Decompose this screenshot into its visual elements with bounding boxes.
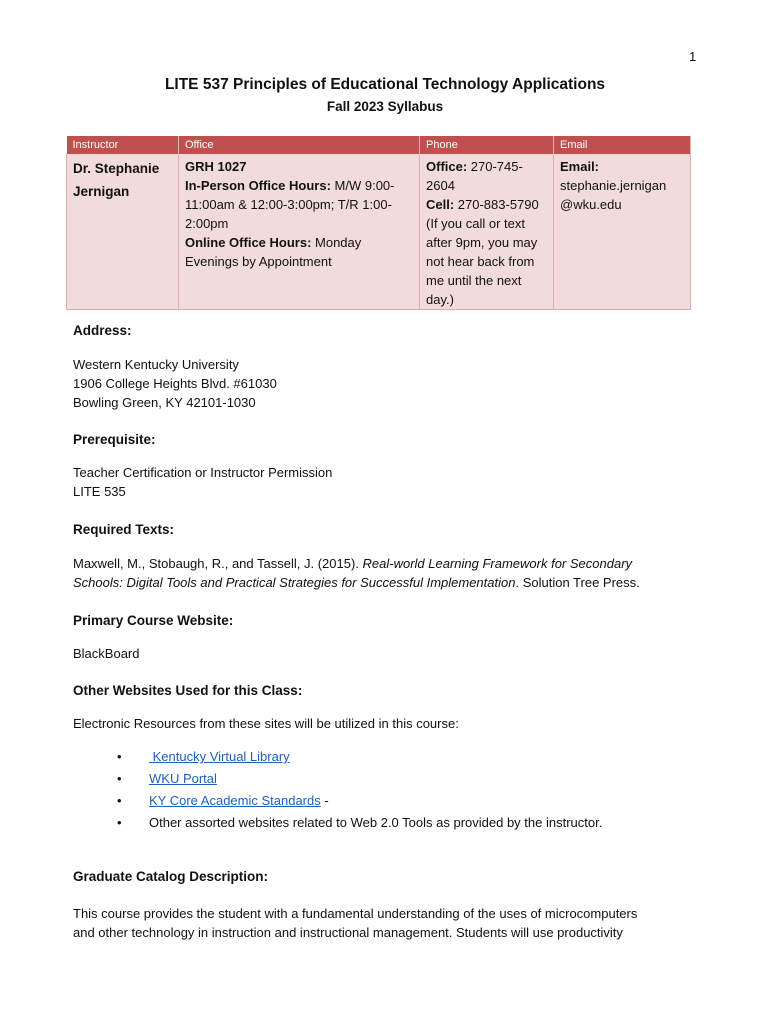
phone-note-line: day.) xyxy=(426,292,454,307)
in-person-hours-label: In-Person Office Hours: xyxy=(185,178,331,193)
kentucky-virtual-library-link[interactable]: Kentucky Virtual Library xyxy=(149,749,290,764)
citation-publisher: . Solution Tree Press. xyxy=(515,575,640,590)
office-cell xyxy=(179,154,420,310)
office-phone-line1: 270-745- xyxy=(467,159,523,174)
prerequisite-block xyxy=(73,463,332,501)
online-hours-line1: Monday xyxy=(311,235,362,250)
address-line: Bowling Green, KY 42101-1030 xyxy=(73,395,256,410)
in-person-hours-line3: 2:00pm xyxy=(185,216,229,231)
table-header-row xyxy=(67,136,691,154)
citation-title-part1: Real-world Learning Framework for Secondary xyxy=(362,556,633,571)
online-hours-line2: Evenings by Appointment xyxy=(185,254,332,269)
other-websites-heading: Other Websites Used for this Class: xyxy=(73,683,303,698)
bullet-icon: • xyxy=(117,771,122,786)
office-phone-label: Office: xyxy=(426,159,468,174)
other-websites-item: Other assorted websites related to Web 2.0 Tools as provided by the instructor. xyxy=(149,815,603,830)
ky-core-standards-suffix: - xyxy=(320,793,329,808)
header-phone: Phone xyxy=(420,136,554,154)
contact-table xyxy=(66,136,691,310)
table-row xyxy=(67,154,691,310)
prerequisite-line: LITE 535 xyxy=(73,484,126,499)
document-title: LITE 537 Principles of Educational Technology Applications xyxy=(164,76,606,93)
cell-phone-value: 270-883-5790 xyxy=(454,197,539,212)
phone-note-line: (If you call or text xyxy=(426,216,525,231)
cell-phone-label: Cell: xyxy=(426,197,455,212)
document-subtitle: Fall 2023 Syllabus xyxy=(326,99,444,114)
course-website-heading: Primary Course Website: xyxy=(73,613,234,628)
instructor-name-line1: Dr. Stephanie xyxy=(73,161,160,176)
online-hours-label: Online Office Hours: xyxy=(185,235,312,250)
phone-note-line: me until the next xyxy=(426,273,522,288)
wku-portal-link[interactable]: WKU Portal xyxy=(149,771,217,786)
citation-authors: Maxwell, M., Stobaugh, R., and Tassell, J. (2015). xyxy=(73,556,363,571)
address-heading: Address: xyxy=(73,323,132,338)
bullet-icon: • xyxy=(117,793,122,808)
instructor-name-line2: Jernigan xyxy=(73,184,130,199)
catalog-description xyxy=(73,904,637,942)
ky-core-standards-link[interactable]: KY Core Academic Standards xyxy=(149,793,321,808)
phone-cell xyxy=(420,154,554,310)
address-block xyxy=(73,355,277,412)
list-item xyxy=(117,746,602,768)
other-websites-intro: Electronic Resources from these sites will be utilized in this course: xyxy=(73,716,459,731)
email-cell xyxy=(554,154,691,310)
required-texts-block xyxy=(73,554,640,592)
course-website-value: BlackBoard xyxy=(73,646,140,661)
list-item xyxy=(117,790,602,812)
email-line1: stephanie.jernigan xyxy=(560,178,667,193)
prerequisite-heading: Prerequisite: xyxy=(73,432,156,447)
header-instructor: Instructor xyxy=(67,136,179,154)
header-email: Email xyxy=(554,136,691,154)
page-number: 1 xyxy=(689,49,697,64)
phone-note-line: after 9pm, you may xyxy=(426,235,538,250)
in-person-hours-line2: 11:00am & 12:00-3:00pm; T/R 1:00- xyxy=(185,197,392,212)
prerequisite-line: Teacher Certification or Instructor Permission xyxy=(73,465,333,480)
address-line: Western Kentucky University xyxy=(73,357,239,372)
bullet-icon: • xyxy=(117,815,122,830)
office-room: GRH 1027 xyxy=(185,159,247,174)
instructor-cell xyxy=(67,154,179,310)
catalog-line: and other technology in instruction and instructional management. Students will use productivity xyxy=(73,925,623,940)
list-item xyxy=(117,812,602,834)
phone-note-line: not hear back from xyxy=(426,254,535,269)
email-line2: @wku.edu xyxy=(560,197,622,212)
office-phone-line2: 2604 xyxy=(426,178,455,193)
in-person-hours-line1: M/W 9:00- xyxy=(330,178,395,193)
list-item xyxy=(117,768,602,790)
address-line: 1906 College Heights Blvd. #61030 xyxy=(73,376,277,391)
catalog-heading: Graduate Catalog Description: xyxy=(73,869,269,884)
citation-title-part2: Schools: Digital Tools and Practical Strategies for Successful Implementation xyxy=(73,575,516,590)
required-texts-heading: Required Texts: xyxy=(73,522,175,537)
website-list xyxy=(117,746,602,834)
email-label: Email: xyxy=(560,159,600,174)
bullet-icon: • xyxy=(117,749,122,764)
catalog-line: This course provides the student with a fundamental understanding of the uses of microcomputers xyxy=(73,906,638,921)
header-office: Office xyxy=(179,136,420,154)
